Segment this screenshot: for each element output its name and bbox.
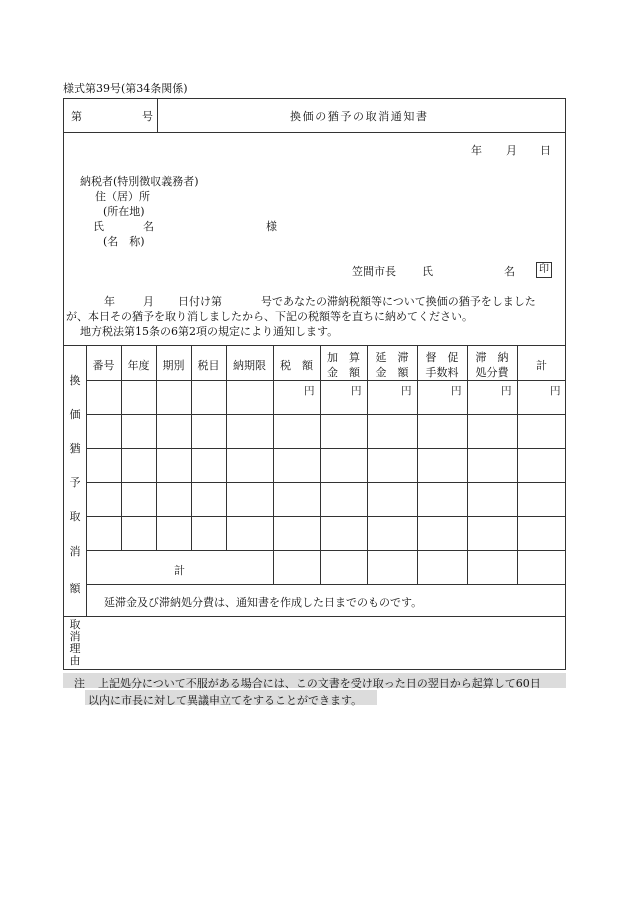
side-label-char: 予 <box>69 476 81 489</box>
divider <box>157 98 158 132</box>
divider <box>86 482 566 483</box>
col-header-disposal-1: 滞 納 <box>475 351 509 364</box>
reason-label-char: 由 <box>69 654 81 667</box>
reason-label-char: 消 <box>69 630 81 643</box>
divider <box>273 345 274 584</box>
yen-unit: 円 <box>550 385 561 397</box>
table-note: 延滞金及び滞納処分費は、通知書を作成した日までのものです。 <box>104 596 423 609</box>
divider <box>156 345 157 550</box>
col-header-fee-2: 手数料 <box>425 366 459 379</box>
side-label-char: 価 <box>69 408 81 421</box>
divider <box>467 345 468 584</box>
divider <box>86 414 566 415</box>
date-year: 年 <box>471 144 482 157</box>
document-number-suffix: 号 <box>142 110 153 123</box>
divider <box>86 345 87 616</box>
divider <box>86 584 566 585</box>
side-label-char: 換 <box>69 374 81 387</box>
reason-label-char: 取 <box>69 618 81 631</box>
divider <box>86 448 566 449</box>
body-line1-year: 年 <box>104 295 115 308</box>
divider <box>63 616 566 617</box>
divider <box>86 380 566 381</box>
side-label-char: 消 <box>69 545 81 558</box>
total-row-label: 計 <box>174 564 185 577</box>
footer-note-line2: 以内に市長に対して異議申立てをすることができます。 <box>88 694 363 707</box>
divider <box>367 345 368 584</box>
divider <box>417 345 418 584</box>
mayor-title: 笠間市長 <box>352 265 396 278</box>
col-header-disposal-2: 処分費 <box>475 366 509 379</box>
side-label-char: 額 <box>69 582 81 595</box>
date-month: 月 <box>506 144 517 157</box>
mayor-mei: 名 <box>504 265 515 278</box>
reason-label-char: 理 <box>69 642 81 655</box>
side-label-char: 取 <box>69 510 81 523</box>
body-line1-rest: 号であなたの滞納税額等について換価の猶予をしました <box>261 295 536 308</box>
honorific-sama: 様 <box>266 220 277 233</box>
divider <box>191 345 192 550</box>
body-line3: 地方税法第15条の6第2項の規定により通知します。 <box>80 325 339 338</box>
col-header-year: 年度 <box>127 359 150 372</box>
col-header-number: 番号 <box>92 359 115 372</box>
side-label-char: 猶 <box>69 442 81 455</box>
col-header-tax: 税 額 <box>280 359 313 372</box>
seal-stamp <box>536 262 552 278</box>
body-line2: が、本日その猶予を取り消しましたから、下記の税額等を直ちに納めてください。 <box>66 310 473 323</box>
document-title: 換価の猶予の取消通知書 <box>290 110 429 123</box>
col-header-delay-2: 金 額 <box>375 366 409 379</box>
col-header-add-1: 加 算 <box>327 351 360 364</box>
col-header-add-2: 金 額 <box>327 366 360 379</box>
divider <box>320 345 321 584</box>
divider <box>63 345 566 346</box>
yen-unit: 円 <box>304 385 315 397</box>
body-line1-month: 月 <box>143 295 154 308</box>
col-header-item: 税目 <box>197 359 220 372</box>
form-number-caption: 様式第39号(第34条関係) <box>63 82 188 95</box>
divider <box>63 132 566 133</box>
mayor-shi: 氏 <box>422 265 433 278</box>
document-number-prefix: 第 <box>71 110 82 123</box>
yen-unit: 円 <box>451 385 462 397</box>
location-label: (所在地) <box>103 205 145 218</box>
col-header-period: 期別 <box>162 359 185 372</box>
divider <box>86 550 566 551</box>
yen-unit: 円 <box>351 385 362 397</box>
col-header-fee-1: 督 促 <box>425 351 459 364</box>
name-label-2: 名 <box>143 220 154 233</box>
body-line1-day: 日付け第 <box>178 295 222 308</box>
seal-char: 印 <box>539 264 549 275</box>
divider <box>86 516 566 517</box>
divider <box>121 345 122 550</box>
date-day: 日 <box>540 144 551 157</box>
yen-unit: 円 <box>401 385 412 397</box>
yen-unit: 円 <box>501 385 512 397</box>
taxpayer-label: 納税者(特別徴収義務者) <box>80 175 199 188</box>
divider <box>226 345 227 550</box>
col-header-deadline: 納期限 <box>233 359 266 372</box>
footer-note-prefix: 注 <box>74 677 85 690</box>
name-label-1: 氏 <box>93 220 104 233</box>
col-header-total: 計 <box>536 359 547 372</box>
name-alt-label: (名 称) <box>103 235 145 248</box>
col-header-delay-1: 延 滞 <box>375 351 409 364</box>
address-label: 住（居）所 <box>95 190 150 203</box>
divider <box>517 345 518 584</box>
footer-note-line1: 上記処分について不服がある場合には、この文書を受け取った日の翌日から起算して60日 <box>98 677 541 690</box>
